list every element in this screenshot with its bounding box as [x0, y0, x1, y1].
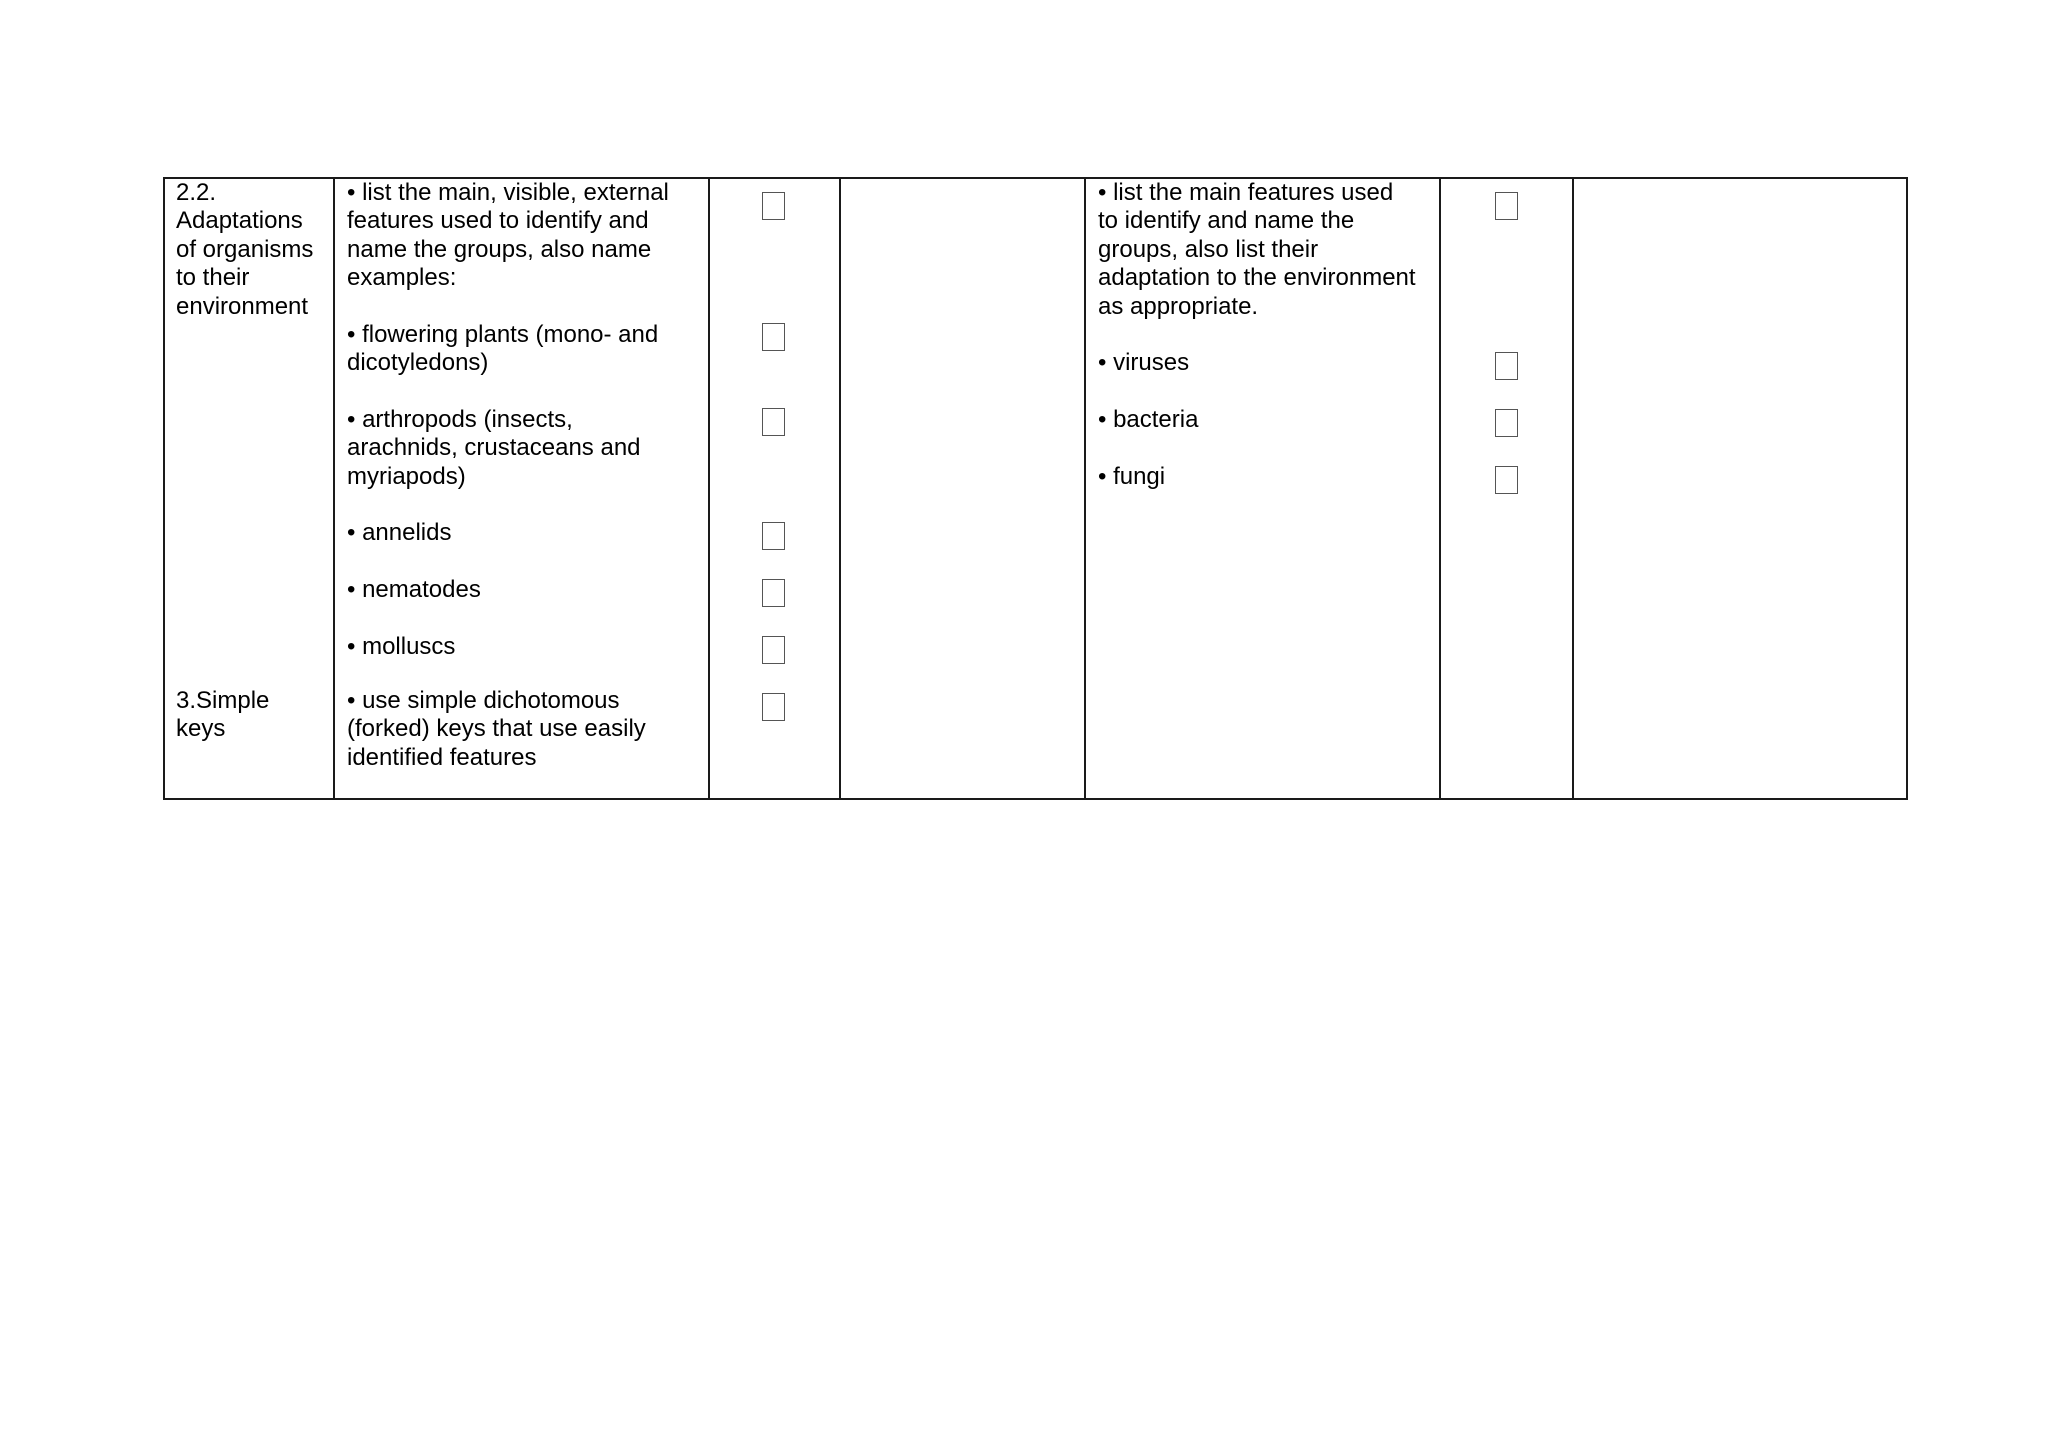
- checkbox-molluscs[interactable]: [762, 636, 785, 664]
- checkbox-external-features[interactable]: [762, 192, 785, 220]
- column-divider: [1572, 177, 1574, 800]
- table-bottom-border: [163, 798, 1908, 800]
- criterion-arthropods: • arthropods (insects, arachnids, crustaceans and myriapods): [347, 406, 641, 490]
- column-divider: [1084, 177, 1086, 800]
- criterion-molluscs: • molluscs: [347, 633, 456, 660]
- criterion-viruses: • viruses: [1098, 349, 1190, 376]
- criterion-flowering-plants: • flowering plants (mono- and dicotyledons): [347, 321, 659, 377]
- checkbox-annelids[interactable]: [762, 522, 785, 550]
- checkbox-flowering-plants[interactable]: [762, 323, 785, 351]
- checkbox-nematodes[interactable]: [762, 579, 785, 607]
- column-divider: [333, 177, 335, 800]
- criterion-list-main-features: • list the main features used to identify and name the groups, also list their adaptation to the environment as appropriate.: [1098, 179, 1416, 320]
- column-divider: [163, 177, 165, 800]
- checkbox-main-features[interactable]: [1495, 192, 1518, 220]
- syllabus-table: [163, 177, 1908, 800]
- column-divider: [708, 177, 710, 800]
- topic-simple-keys: 3.Simple keys: [176, 687, 270, 743]
- checkbox-fungi[interactable]: [1495, 466, 1518, 494]
- column-divider: [839, 177, 841, 800]
- criterion-annelids: • annelids: [347, 519, 452, 546]
- criterion-bacteria: • bacteria: [1098, 406, 1199, 433]
- checkbox-dichotomous-keys[interactable]: [762, 693, 785, 721]
- criterion-dichotomous-keys: • use simple dichotomous (forked) keys that use easily identified features: [347, 687, 646, 771]
- checkbox-bacteria[interactable]: [1495, 409, 1518, 437]
- criterion-list-external-features: • list the main, visible, external features used to identify and name the groups, also name examples:: [347, 179, 669, 292]
- criterion-nematodes: • nematodes: [347, 576, 481, 603]
- column-divider: [1906, 177, 1908, 800]
- criterion-fungi: • fungi: [1098, 463, 1166, 490]
- topic-adaptations: 2.2. Adaptations of organisms to their environment: [176, 179, 314, 320]
- checkbox-arthropods[interactable]: [762, 408, 785, 436]
- checkbox-viruses[interactable]: [1495, 352, 1518, 380]
- column-divider: [1439, 177, 1441, 800]
